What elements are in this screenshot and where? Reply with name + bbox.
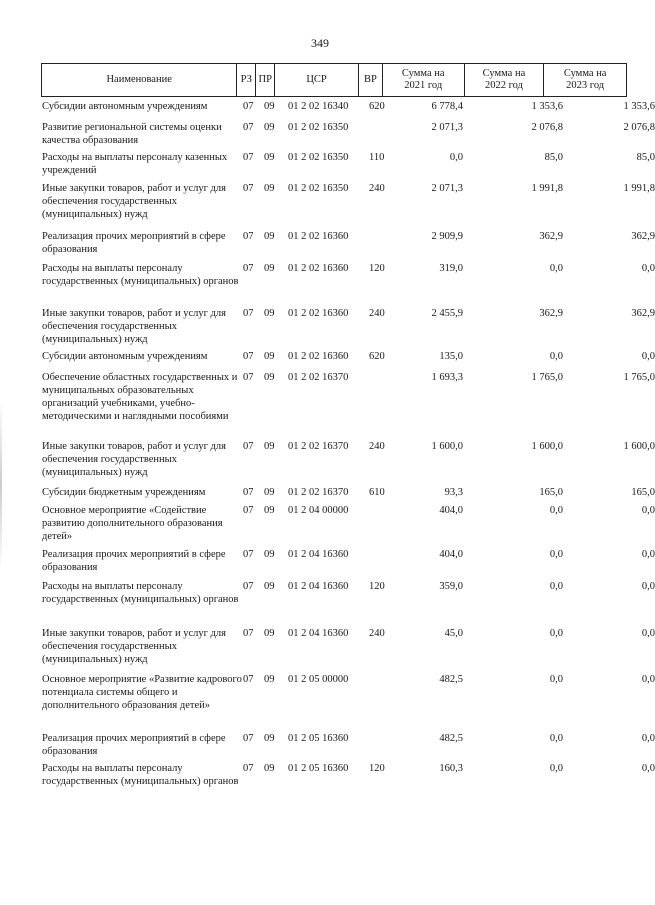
header-pr: ПР (256, 64, 275, 96)
row-name: Реализация прочих мероприятий в сфере образования (42, 733, 226, 757)
row-sum-2021: 2 071,3 (431, 183, 463, 194)
row-sum-2022: 0,0 (549, 674, 563, 685)
row-pr: 09 (264, 549, 275, 560)
row-pr: 09 (264, 101, 275, 112)
row-name: Расходы на выплаты персоналу казенных учреждений (42, 152, 228, 176)
row-name: Иные закупки товаров, работ и услуг для обеспечения государственных (муниципальных) нужд (42, 183, 226, 220)
row-csr: 01 2 05 00000 (288, 674, 349, 685)
row-rz: 07 (243, 122, 254, 133)
page-number: 349 (311, 36, 329, 50)
header-name: Наименование (42, 64, 237, 96)
row-sum-2022: 0,0 (549, 628, 563, 639)
row-sum-2023: 362,9 (631, 308, 655, 319)
row-name: Расходы на выплаты персоналу государственных (муниципальных) органов (42, 763, 239, 787)
row-rz: 07 (243, 308, 254, 319)
row-sum-2021: 93,3 (444, 487, 463, 498)
row-name: Субсидии автономным учреждениям (42, 351, 208, 362)
row-pr: 09 (264, 231, 275, 242)
row-sum-2021: 1 693,3 (431, 372, 463, 383)
header-sum-2022-line2: 2022 год (484, 80, 523, 91)
row-pr: 09 (264, 505, 275, 516)
row-sum-2022: 1 353,6 (531, 101, 563, 112)
row-csr: 01 2 04 16360 (288, 628, 349, 639)
row-csr: 01 2 02 16370 (288, 487, 349, 498)
row-rz: 07 (243, 101, 254, 112)
row-sum-2022: 0,0 (549, 505, 563, 516)
row-sum-2022: 1 765,0 (531, 372, 563, 383)
row-sum-2023: 0,0 (641, 763, 655, 774)
row-sum-2021: 482,5 (439, 733, 463, 744)
row-pr: 09 (264, 628, 275, 639)
row-sum-2022: 2 076,8 (531, 122, 563, 133)
row-rz: 07 (243, 505, 254, 516)
row-vr: 120 (369, 581, 385, 592)
row-sum-2021: 2 455,9 (431, 308, 463, 319)
row-sum-2021: 6 778,4 (431, 101, 463, 112)
row-rz: 07 (243, 487, 254, 498)
row-sum-2023: 0,0 (641, 263, 655, 274)
table-header (41, 63, 627, 97)
row-csr: 01 2 05 16360 (288, 733, 349, 744)
row-pr: 09 (264, 441, 275, 452)
row-sum-2023: 85,0 (636, 152, 655, 163)
scan-edge-shadow (0, 400, 2, 570)
row-pr: 09 (264, 152, 275, 163)
row-vr: 240 (369, 308, 385, 319)
row-rz: 07 (243, 674, 254, 685)
row-sum-2021: 2 909,9 (431, 231, 463, 242)
row-sum-2021: 45,0 (444, 628, 463, 639)
header-csr: ЦСР (275, 64, 359, 96)
row-sum-2023: 0,0 (641, 628, 655, 639)
row-sum-2021: 319,0 (439, 263, 463, 274)
row-csr: 01 2 05 16360 (288, 763, 349, 774)
row-sum-2022: 1 991,8 (531, 183, 563, 194)
row-name: Субсидии автономным учреждениям (42, 101, 208, 112)
row-pr: 09 (264, 372, 275, 383)
row-csr: 01 2 02 16370 (288, 372, 349, 383)
row-rz: 07 (243, 549, 254, 560)
row-csr: 01 2 02 16350 (288, 183, 349, 194)
row-csr: 01 2 04 16360 (288, 549, 349, 560)
row-sum-2022: 0,0 (549, 549, 563, 560)
row-sum-2021: 0,0 (449, 152, 463, 163)
row-csr: 01 2 02 16360 (288, 351, 349, 362)
row-vr: 240 (369, 441, 385, 452)
header-rz: РЗ (237, 64, 256, 96)
row-name: Развитие региональной системы оценки качества образования (42, 122, 222, 146)
row-vr: 110 (369, 152, 385, 163)
row-name: Субсидии бюджетным учреждениям (42, 487, 206, 498)
row-sum-2022: 165,0 (539, 487, 563, 498)
row-csr: 01 2 02 16350 (288, 152, 349, 163)
row-pr: 09 (264, 763, 275, 774)
row-csr: 01 2 02 16360 (288, 308, 349, 319)
row-sum-2022: 0,0 (549, 763, 563, 774)
row-sum-2022: 85,0 (544, 152, 563, 163)
row-sum-2021: 404,0 (439, 505, 463, 516)
row-sum-2021: 359,0 (439, 581, 463, 592)
row-name: Иные закупки товаров, работ и услуг для обеспечения государственных (муниципальных) нужд (42, 628, 226, 665)
row-sum-2021: 482,5 (439, 674, 463, 685)
row-pr: 09 (264, 263, 275, 274)
header-sum-2021-line2: 2021 год (404, 80, 443, 91)
row-sum-2022: 0,0 (549, 581, 563, 592)
row-pr: 09 (264, 122, 275, 133)
row-vr: 620 (369, 101, 385, 112)
row-vr: 120 (369, 263, 385, 274)
row-rz: 07 (243, 351, 254, 362)
header-sum-2021-line1: Сумма на (401, 67, 445, 79)
row-name: Расходы на выплаты персоналу государственных (муниципальных) органов (42, 263, 239, 287)
row-csr: 01 2 04 16360 (288, 581, 349, 592)
row-vr: 120 (369, 763, 385, 774)
row-name: Реализация прочих мероприятий в сфере образования (42, 549, 226, 573)
row-sum-2023: 0,0 (641, 549, 655, 560)
row-name: Основное мероприятие «Содействие развитию дополнительного образования детей» (42, 505, 223, 542)
header-vr: ВР (359, 64, 383, 96)
header-sum-2023 (544, 64, 626, 96)
row-csr: 01 2 02 16350 (288, 122, 349, 133)
row-sum-2022: 362,9 (539, 308, 563, 319)
row-sum-2022: 0,0 (549, 351, 563, 362)
row-sum-2023: 1 353,6 (623, 101, 655, 112)
row-csr: 01 2 02 16340 (288, 101, 349, 112)
row-sum-2021: 2 071,3 (431, 122, 463, 133)
row-csr: 01 2 02 16360 (288, 231, 349, 242)
header-sum-2023-line1: Сумма на (563, 67, 607, 79)
row-rz: 07 (243, 581, 254, 592)
row-rz: 07 (243, 372, 254, 383)
row-pr: 09 (264, 351, 275, 362)
row-pr: 09 (264, 674, 275, 685)
row-sum-2022: 0,0 (549, 733, 563, 744)
row-vr: 620 (369, 351, 385, 362)
row-pr: 09 (264, 733, 275, 744)
header-sum-2023-line2: 2023 год (566, 80, 605, 91)
row-sum-2023: 0,0 (641, 351, 655, 362)
row-name: Реализация прочих мероприятий в сфере образования (42, 231, 226, 255)
row-name: Расходы на выплаты персоналу государственных (муниципальных) органов (42, 581, 239, 605)
row-sum-2023: 0,0 (641, 505, 655, 516)
row-sum-2021: 160,3 (439, 763, 463, 774)
row-csr: 01 2 04 00000 (288, 505, 349, 516)
row-sum-2022: 362,9 (539, 231, 563, 242)
row-rz: 07 (243, 263, 254, 274)
row-name: Иные закупки товаров, работ и услуг для обеспечения государственных (муниципальных) нужд (42, 441, 226, 478)
row-pr: 09 (264, 308, 275, 319)
row-rz: 07 (243, 231, 254, 242)
row-rz: 07 (243, 733, 254, 744)
row-sum-2021: 1 600,0 (431, 441, 463, 452)
row-rz: 07 (243, 763, 254, 774)
header-sum-2021 (383, 64, 465, 96)
row-rz: 07 (243, 441, 254, 452)
row-sum-2023: 1 600,0 (623, 441, 655, 452)
row-sum-2022: 1 600,0 (531, 441, 563, 452)
row-sum-2023: 0,0 (641, 733, 655, 744)
row-sum-2023: 0,0 (641, 674, 655, 685)
row-name: Обеспечение областных государственных и муниципальных образовательных организаций учебниками, учебно-методическими и наглядными пособиями (42, 372, 238, 422)
row-name: Иные закупки товаров, работ и услуг для обеспечения государственных (муниципальных) нужд (42, 308, 226, 345)
row-rz: 07 (243, 183, 254, 194)
row-pr: 09 (264, 487, 275, 498)
row-sum-2021: 135,0 (439, 351, 463, 362)
row-sum-2023: 362,9 (631, 231, 655, 242)
row-csr: 01 2 02 16360 (288, 263, 349, 274)
row-vr: 610 (369, 487, 385, 498)
row-sum-2023: 2 076,8 (623, 122, 655, 133)
row-sum-2023: 165,0 (631, 487, 655, 498)
row-sum-2023: 1 765,0 (623, 372, 655, 383)
header-sum-2022-line1: Сумма на (482, 67, 526, 79)
row-vr: 240 (369, 183, 385, 194)
row-sum-2022: 0,0 (549, 263, 563, 274)
row-rz: 07 (243, 628, 254, 639)
row-rz: 07 (243, 152, 254, 163)
row-name: Основное мероприятие «Развитие кадрового потенциала системы общего и дополнительного образования детей» (42, 674, 242, 711)
row-pr: 09 (264, 581, 275, 592)
row-sum-2021: 404,0 (439, 549, 463, 560)
row-sum-2023: 0,0 (641, 581, 655, 592)
row-sum-2023: 1 991,8 (623, 183, 655, 194)
header-sum-2022 (465, 64, 545, 96)
row-csr: 01 2 02 16370 (288, 441, 349, 452)
row-pr: 09 (264, 183, 275, 194)
row-vr: 240 (369, 628, 385, 639)
